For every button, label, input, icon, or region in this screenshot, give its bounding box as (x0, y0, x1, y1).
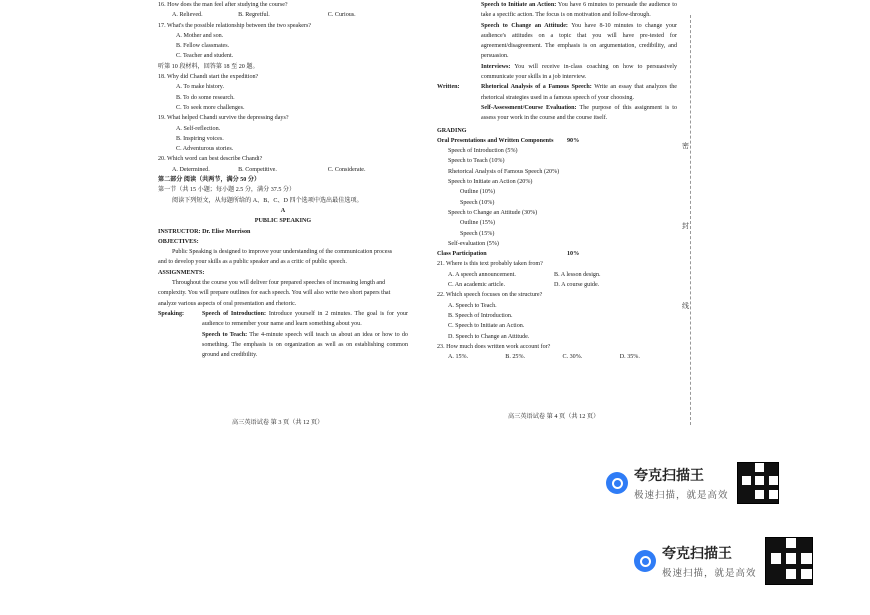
option-text: B. Speech of Introduction. (448, 312, 513, 319)
text-line: 阅读下列短文，从每题所给的 A、B、C、D 四个选项中选出最佳选项。 (172, 197, 363, 204)
option-row (437, 352, 677, 362)
option-text: D. Speech to Change an Attitude. (448, 333, 530, 340)
qr-code-icon (765, 537, 813, 585)
speech-text: You have 8-10 minutes to change your audience's attitudes on a topic that you will have pre-tested for agreement/disagreement. The emphasis is on argumentation, credibility, and persuasion. (481, 22, 677, 60)
option-row (158, 10, 408, 20)
speech-item (481, 0, 677, 21)
grading-row (437, 249, 677, 259)
written-items (481, 82, 677, 123)
option-text: D. 35%. (619, 354, 640, 361)
grading-row (437, 208, 677, 218)
grading-item: Speech to Initiate an Action (20%) (448, 179, 533, 186)
watermark-subtitle: 极速扫描，就是高效 (662, 568, 757, 579)
text-line: and to develop your skills as a public speaker and as a critic of public speech. (158, 259, 347, 266)
grading-row (437, 177, 677, 187)
option-text: B. 25%. (505, 354, 526, 361)
text-line: C. Adventurous stories. (176, 146, 234, 153)
watermark-subtitle: 极速扫描，就是高效 (634, 490, 729, 501)
text-line: INSTRUCTOR: Dr. Elise Morrison (158, 228, 251, 235)
option-text: B. Competitive. (238, 166, 277, 173)
text-line: OBJECTIVES: (158, 238, 199, 245)
option-text: C. 30%. (562, 354, 583, 361)
speaking-items (202, 309, 408, 360)
binding-char: 密 (682, 142, 689, 150)
watermark-title: 夸克扫描王 (662, 546, 732, 562)
grading-percent: 10% (567, 251, 580, 258)
written-item (481, 103, 677, 124)
text-line: 听第 10 段材料，回答第 18 至 20 题。 (158, 63, 259, 70)
text-line: B. Inspiring voices. (176, 135, 224, 142)
option-text: A. Relieved. (172, 12, 203, 19)
written-title: Self-Assessment/Course Evaluation: (481, 104, 577, 111)
scanner-watermark-2 (634, 537, 813, 585)
text-line: B. To do some research. (176, 94, 235, 101)
text-line: ASSIGNMENTS: (158, 269, 205, 276)
speech-text: Introduce yourself in 2 minutes. The goal is for your audience to remember your name and learn something about you. (202, 310, 408, 328)
grading-item: Oral Presentations and Written Components (437, 137, 554, 144)
speech-title: Speech to Change an Attitude: (481, 22, 568, 29)
grading-row (437, 229, 677, 239)
exam-page-3 (158, 0, 408, 430)
text-line: 第二部分 阅读（共两节，满分 50 分） (158, 177, 261, 184)
grading-item: Outline (10%) (460, 189, 496, 196)
written-text: Write an essay that analyzes the rhetorical strategies used in a famous speech of your choosing. (481, 84, 677, 101)
binding-char: 线 (682, 302, 689, 310)
grading-item: Speech (10%) (460, 199, 495, 206)
text-line: A. Mother and son. (176, 32, 224, 39)
text-line: analyze various aspects of oral presentation and rhetoric. (158, 300, 297, 307)
speaking-label-spacer (437, 0, 481, 82)
written-item (481, 82, 677, 103)
speaking-items (481, 0, 677, 82)
page-3-footer: 高三英语试卷 第 3 页（共 12 页） (232, 419, 324, 426)
speaking-continued (437, 0, 677, 82)
qr-module (773, 499, 777, 503)
option-text: A. Determined. (172, 166, 210, 173)
text-line: 17. What's the possible relationship between the two speakers? (158, 22, 312, 29)
text-line: 19. What helped Chandi survive the depressing days? (158, 115, 289, 122)
scanner-logo-icon (606, 472, 628, 494)
speech-text: You will receive in-class coaching on how to persuasively communicate your skills in a job interview. (481, 63, 677, 81)
option-row (437, 270, 677, 280)
option-text: B. A lesson design. (554, 271, 601, 278)
grading-percent: 90% (567, 137, 580, 144)
qr-code-icon (737, 462, 779, 504)
text-line: A. To make history. (176, 84, 224, 91)
grading-row (437, 167, 677, 177)
written-label: Written: (437, 84, 460, 91)
speech-text: The 4-minute speech will teach us about an idea or how to do something. The emphasis is on organization as well as on establishing common ground and credibility. (202, 331, 408, 359)
text-line: 第一节（共 15 小题；每小题 2.5 分，满分 37.5 分） (158, 187, 296, 194)
page-4-footer: 高三英语试卷 第 4 页（共 12 页） (508, 413, 600, 420)
text-line: Throughout the course you will deliver four prepared speeches of increasing length and (172, 280, 386, 287)
text-line: complexity. You will prepare outlines for each speech. You will also write two short papers that (158, 290, 391, 297)
speech-title: Speech to Initiate an Action: (481, 2, 557, 8)
written-block (437, 82, 677, 123)
speech-text: You have 6 minutes to persuade the audience to take a specific action. The focus is on motivation and follow-through. (481, 2, 677, 19)
grading-row (437, 239, 677, 249)
grading-item: Speech of Introduction (5%) (448, 148, 518, 155)
option-text: B. Regretful. (238, 12, 270, 19)
option-text: D. A course guide. (554, 282, 600, 289)
binding-char: 封 (682, 222, 689, 230)
speech-item (202, 330, 408, 361)
grading-item: Speech to Teach (10%) (448, 158, 505, 165)
grading-item: Class Participation (437, 251, 487, 258)
speech-item (202, 309, 408, 330)
option-row (158, 165, 408, 175)
text-line: 16. How does the man feel after studying the course? (158, 2, 288, 8)
grading-row (437, 187, 677, 197)
grading-item: Speech (15%) (460, 230, 495, 237)
grading-item: Speech to Change an Attitude (30%) (448, 209, 538, 216)
grading-row (437, 156, 677, 166)
text-line: 20. Which word can best describe Chandi? (158, 156, 263, 163)
option-text: C. Curious. (327, 12, 356, 19)
option-text: C. An academic article. (448, 282, 506, 289)
speech-title: Speech of Introduction: (202, 310, 267, 317)
option-text: A. 15%. (448, 354, 469, 361)
text-line: 18. Why did Chandi start the expedition? (158, 74, 259, 81)
exam-page-4 (437, 0, 677, 430)
speech-title: Speech to Teach: (202, 331, 248, 338)
speaking-label: Speaking: (158, 310, 185, 317)
section-heading: A (280, 207, 286, 214)
speech-item (481, 21, 677, 62)
grading-item: Self-evaluation (5%) (448, 240, 499, 247)
option-text: A. A speech announcement. (448, 271, 516, 278)
option-text: C. Speech to Initiate an Action. (448, 323, 525, 330)
grading-row (437, 218, 677, 228)
text-line: A. Self-reflection. (176, 125, 221, 132)
option-row (437, 280, 677, 290)
speech-title: Interviews: (481, 63, 511, 70)
qr-module (806, 579, 811, 584)
written-text: The purpose of this assignment is to assess your work in the course and the course itself. (481, 104, 677, 122)
grading-title: GRADING (437, 127, 467, 134)
scanner-logo-icon (634, 550, 656, 572)
grading-item: Outline (15%) (460, 220, 496, 227)
question-stem: 23. How much does written work account for? (437, 343, 551, 350)
option-text: C. Considerate. (327, 166, 366, 173)
option-text: A. Speech to Teach. (448, 302, 497, 309)
question-stem: 21. Where is this text probably taken from? (437, 261, 543, 268)
text-line: B. Fellow classmates. (176, 43, 230, 50)
text-line: C. Teacher and student. (176, 53, 234, 60)
question-stem: 22. Which speech focuses on the structure? (437, 292, 543, 299)
scanner-watermark-1 (606, 462, 779, 504)
section-heading: PUBLIC SPEAKING (254, 218, 312, 225)
grading-item: Rhetorical Analysis of Famous Speech (20%) (448, 168, 560, 175)
text-line: C. To seek more challenges. (176, 104, 245, 111)
watermark-title: 夸克扫描王 (634, 468, 704, 484)
written-title: Rhetorical Analysis of a Famous Speech: (481, 84, 592, 91)
grading-row (437, 136, 677, 146)
grading-row (437, 198, 677, 208)
grading-row (437, 146, 677, 156)
speech-item (481, 62, 677, 83)
binding-marks (682, 140, 692, 380)
text-line: Public Speaking is designed to improve your understanding of the communication process (172, 249, 393, 256)
speaking-block (158, 309, 408, 360)
